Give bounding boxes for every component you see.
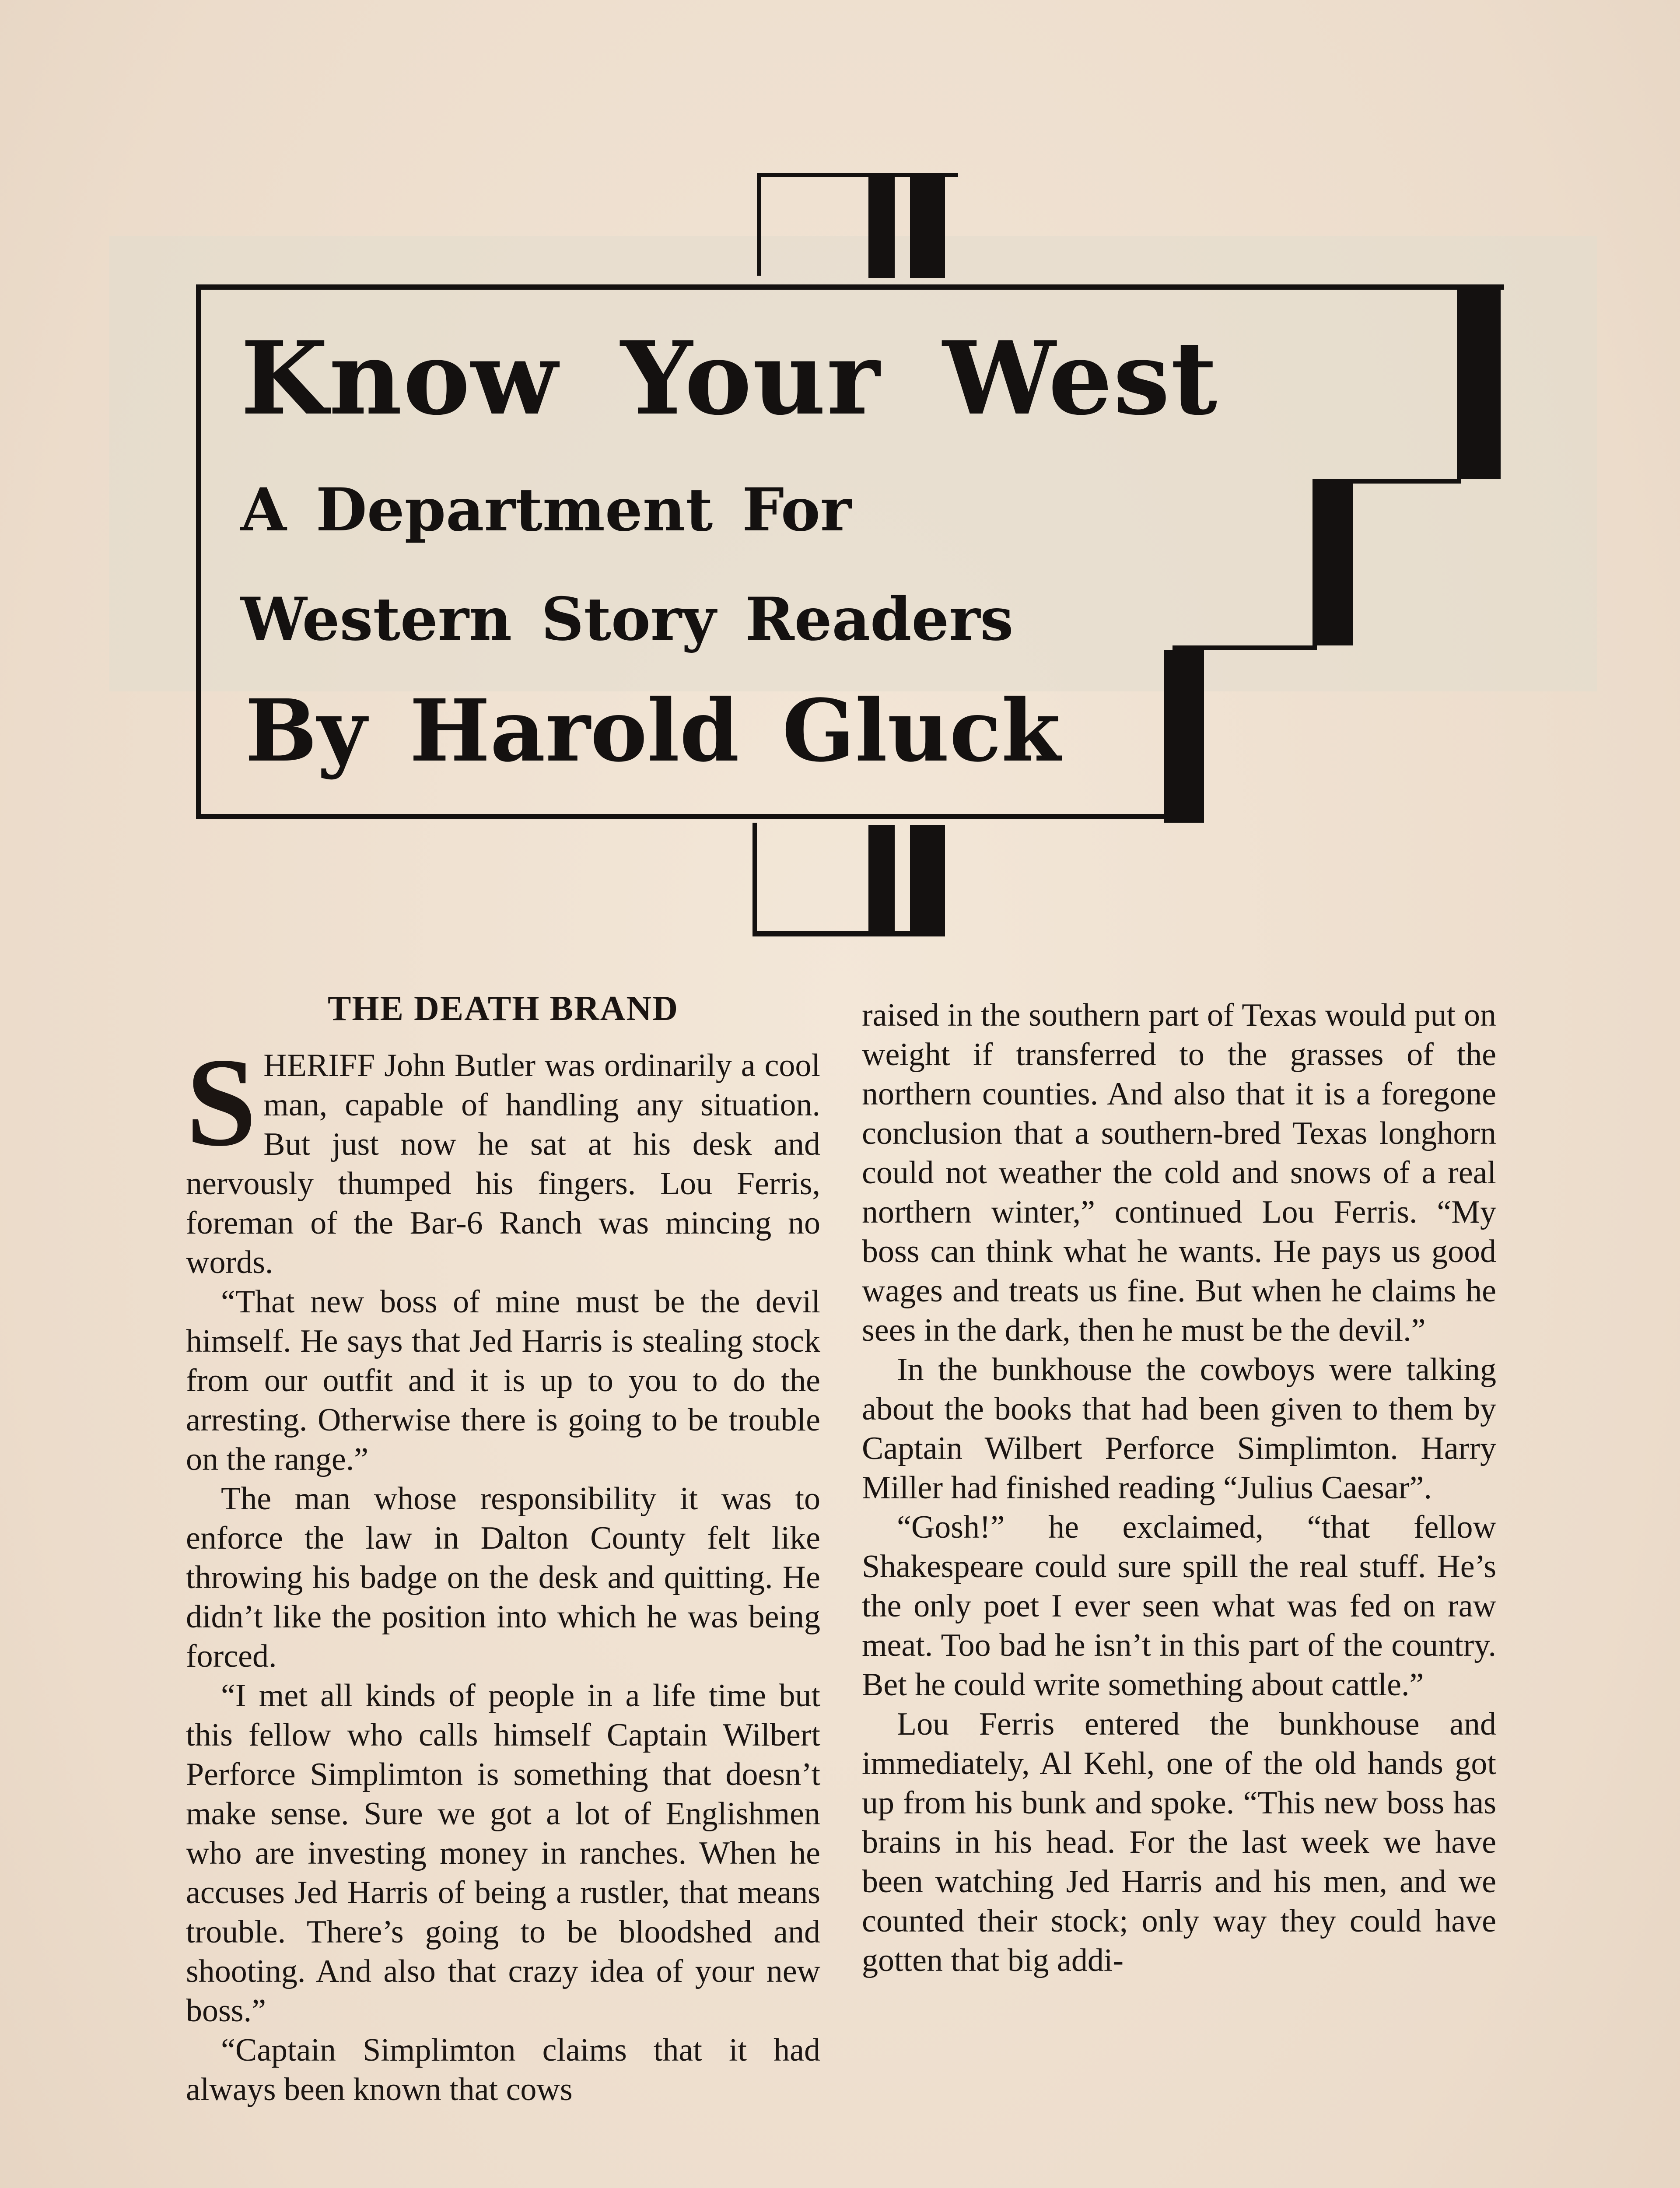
paragraph: “Gosh!” he exclaimed, “that fellow Shakespeare could sure spill the real stuff. He’s the only poet I ever seen what was fed on raw meat. Too bad he isn’t in this part of the country. Bet he could write something about cattle.” xyxy=(862,1509,1496,1703)
paragraph: SHERIFF John Butler was ordinarily a cool man, capable of handling any situation. But just now he sat at his desk and nervously thumped his fingers. Lou Ferris, foreman of the Bar-6 Ranch was mincing no words. xyxy=(186,1032,820,1280)
subtitle-line-2: Western Story Readers xyxy=(241,584,1014,654)
byline: By Harold Gluck xyxy=(245,680,1060,781)
paragraph: “I met all kinds of people in a life time but this fellow who calls himself Captain Wilbert Perforce Simplimton is something that doesn’t make sense. Sure we got a lot of Englishmen who are investing money in ranches. When he accuses Jed Harris of being a rustler, that means trouble. There’s going to be bloodshed and shooting. And also that crazy idea of your new boss.” xyxy=(186,1678,820,2029)
left-column xyxy=(186,989,820,2109)
paragraph: “Captain Simplimton claims that it had always been known that cows xyxy=(186,2032,820,2107)
drop-cap: S xyxy=(186,1032,257,1172)
paragraph: “That new boss of mine must be the devil himself. He says that Jed Harris is stealing stock from our outfit and it is up to you to do the arresting. Otherwise there is going to be trouble on the range.” xyxy=(186,1284,820,1477)
subtitle-line-1: A Department For xyxy=(241,475,851,544)
right-column xyxy=(862,996,1496,1980)
paragraph: Lou Ferris entered the bunkhouse and immediately, Al Kehl, one of the old hands got up from his bunk and spoke. “This new boss has brains in his head. For the last week we have been watching Jed Harris and his men, and we counted their stock; only way they could have gotten that big addi- xyxy=(862,1706,1496,1978)
section-title: THE DEATH BRAND xyxy=(328,989,679,1028)
paragraph: raised in the southern part of Texas would put on weight if transferred to the grasses of the northern counties. And also that it is a foregone conclusion that a southern-bred Texas longhorn could not weather the cold and snows of a real northern winter,” continued Lou Ferris. “My boss can think what he wants. He pays us good wages and treats us fine. But when he claims he sees in the dark, then he must be the devil.” xyxy=(862,997,1496,1348)
page-title: Know Your West xyxy=(241,319,1218,438)
paragraph: The man whose responsibility it was to enforce the law in Dalton County felt like throwing his badge on the desk and quitting. He didn’t like the position into which he was being forced. xyxy=(186,1481,820,1674)
paragraph: In the bunkhouse the cowboys were talking about the books that had been given to them by Captain Wilbert Perforce Simplimton. Harry Miller had finished reading “Julius Caesar”. xyxy=(862,1352,1496,1506)
